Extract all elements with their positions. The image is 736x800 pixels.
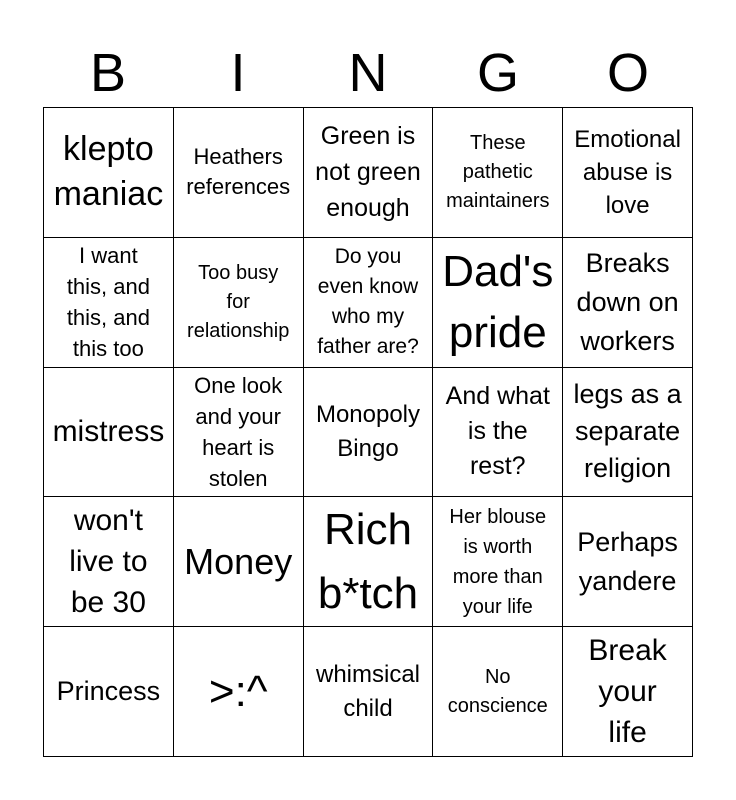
cell-text: Breaks down on workers [576,247,679,356]
cell-text: Monopoly Bingo [315,400,421,462]
bingo-cell-r5c3[interactable] [304,627,434,757]
bingo-cell-r3c5[interactable] [563,368,693,498]
bingo-cell-r3c4[interactable] [433,368,563,498]
cell-text: Too busy for relationship [187,261,290,342]
bingo-header [43,40,693,106]
cell-text: legs as a separate religion [573,379,682,484]
bingo-cell-r2c5[interactable] [563,238,693,368]
cell-text: Emotional abuse is love [574,125,681,219]
cell-text: One look and your heart is stolen [194,372,283,491]
bingo-cell-r3c3[interactable] [304,368,434,498]
cell-text: No conscience [447,665,548,717]
bingo-cell-r1c3[interactable] [304,108,434,238]
cell-text: Rich b*tch [317,504,419,618]
header-letter-g: G [476,43,519,103]
header-letter-b: B [89,43,127,103]
bingo-cell-r5c5[interactable] [563,627,693,757]
cell-text: Dad's pride [442,247,554,358]
cell-text: Perhaps yandere [577,526,678,596]
bingo-cell-r2c4[interactable] [433,238,563,368]
bingo-cell-r4c5[interactable] [563,497,693,627]
bingo-cell-r4c2[interactable] [174,497,304,627]
bingo-cell-r2c3[interactable] [304,238,434,368]
cell-text: Her blouse is worth more than your life [449,505,547,618]
cell-text: >:^ [208,667,268,717]
cell-text: I want this, and this, and this too [66,243,150,362]
bingo-cell-r2c1[interactable] [44,238,174,368]
bingo-board [43,107,693,757]
cell-text: won't live to be 30 [69,504,148,620]
bingo-cell-r3c2[interactable] [174,368,304,498]
bingo-cell-r5c4[interactable] [433,627,563,757]
bingo-cell-r3c1[interactable] [44,368,174,498]
header-letter-i: I [230,43,246,103]
cell-text: Princess [56,676,161,707]
cell-text: whimsical child [315,660,420,722]
cell-text: mistress [52,415,165,449]
bingo-cell-r4c4[interactable] [433,497,563,627]
bingo-cell-r1c1[interactable] [44,108,174,238]
bingo-cell-r1c2[interactable] [174,108,304,238]
cell-text: Break your life [588,634,667,750]
bingo-cell-r1c5[interactable] [563,108,693,238]
cell-text: Green is not green enough [315,122,421,223]
cell-text: klepto maniac [53,130,164,214]
cell-text: Heathers references [186,144,291,200]
bingo-cell-r4c3[interactable] [304,497,434,627]
bingo-cell-r4c1[interactable] [44,497,174,627]
cell-text: Money [184,541,293,583]
cell-text: These pathetic maintainers [446,131,550,212]
header-letter-o: O [606,43,649,103]
bingo-cell-r1c4[interactable] [433,108,563,238]
bingo-cell-r2c2[interactable] [174,238,304,368]
header-letter-n: N [348,43,388,103]
cell-text: And what is the rest? [445,382,550,481]
cell-text: Do you even know who my father are? [317,245,419,359]
bingo-cell-r5c1[interactable] [44,627,174,757]
bingo-cell-r5c2[interactable] [174,627,304,757]
